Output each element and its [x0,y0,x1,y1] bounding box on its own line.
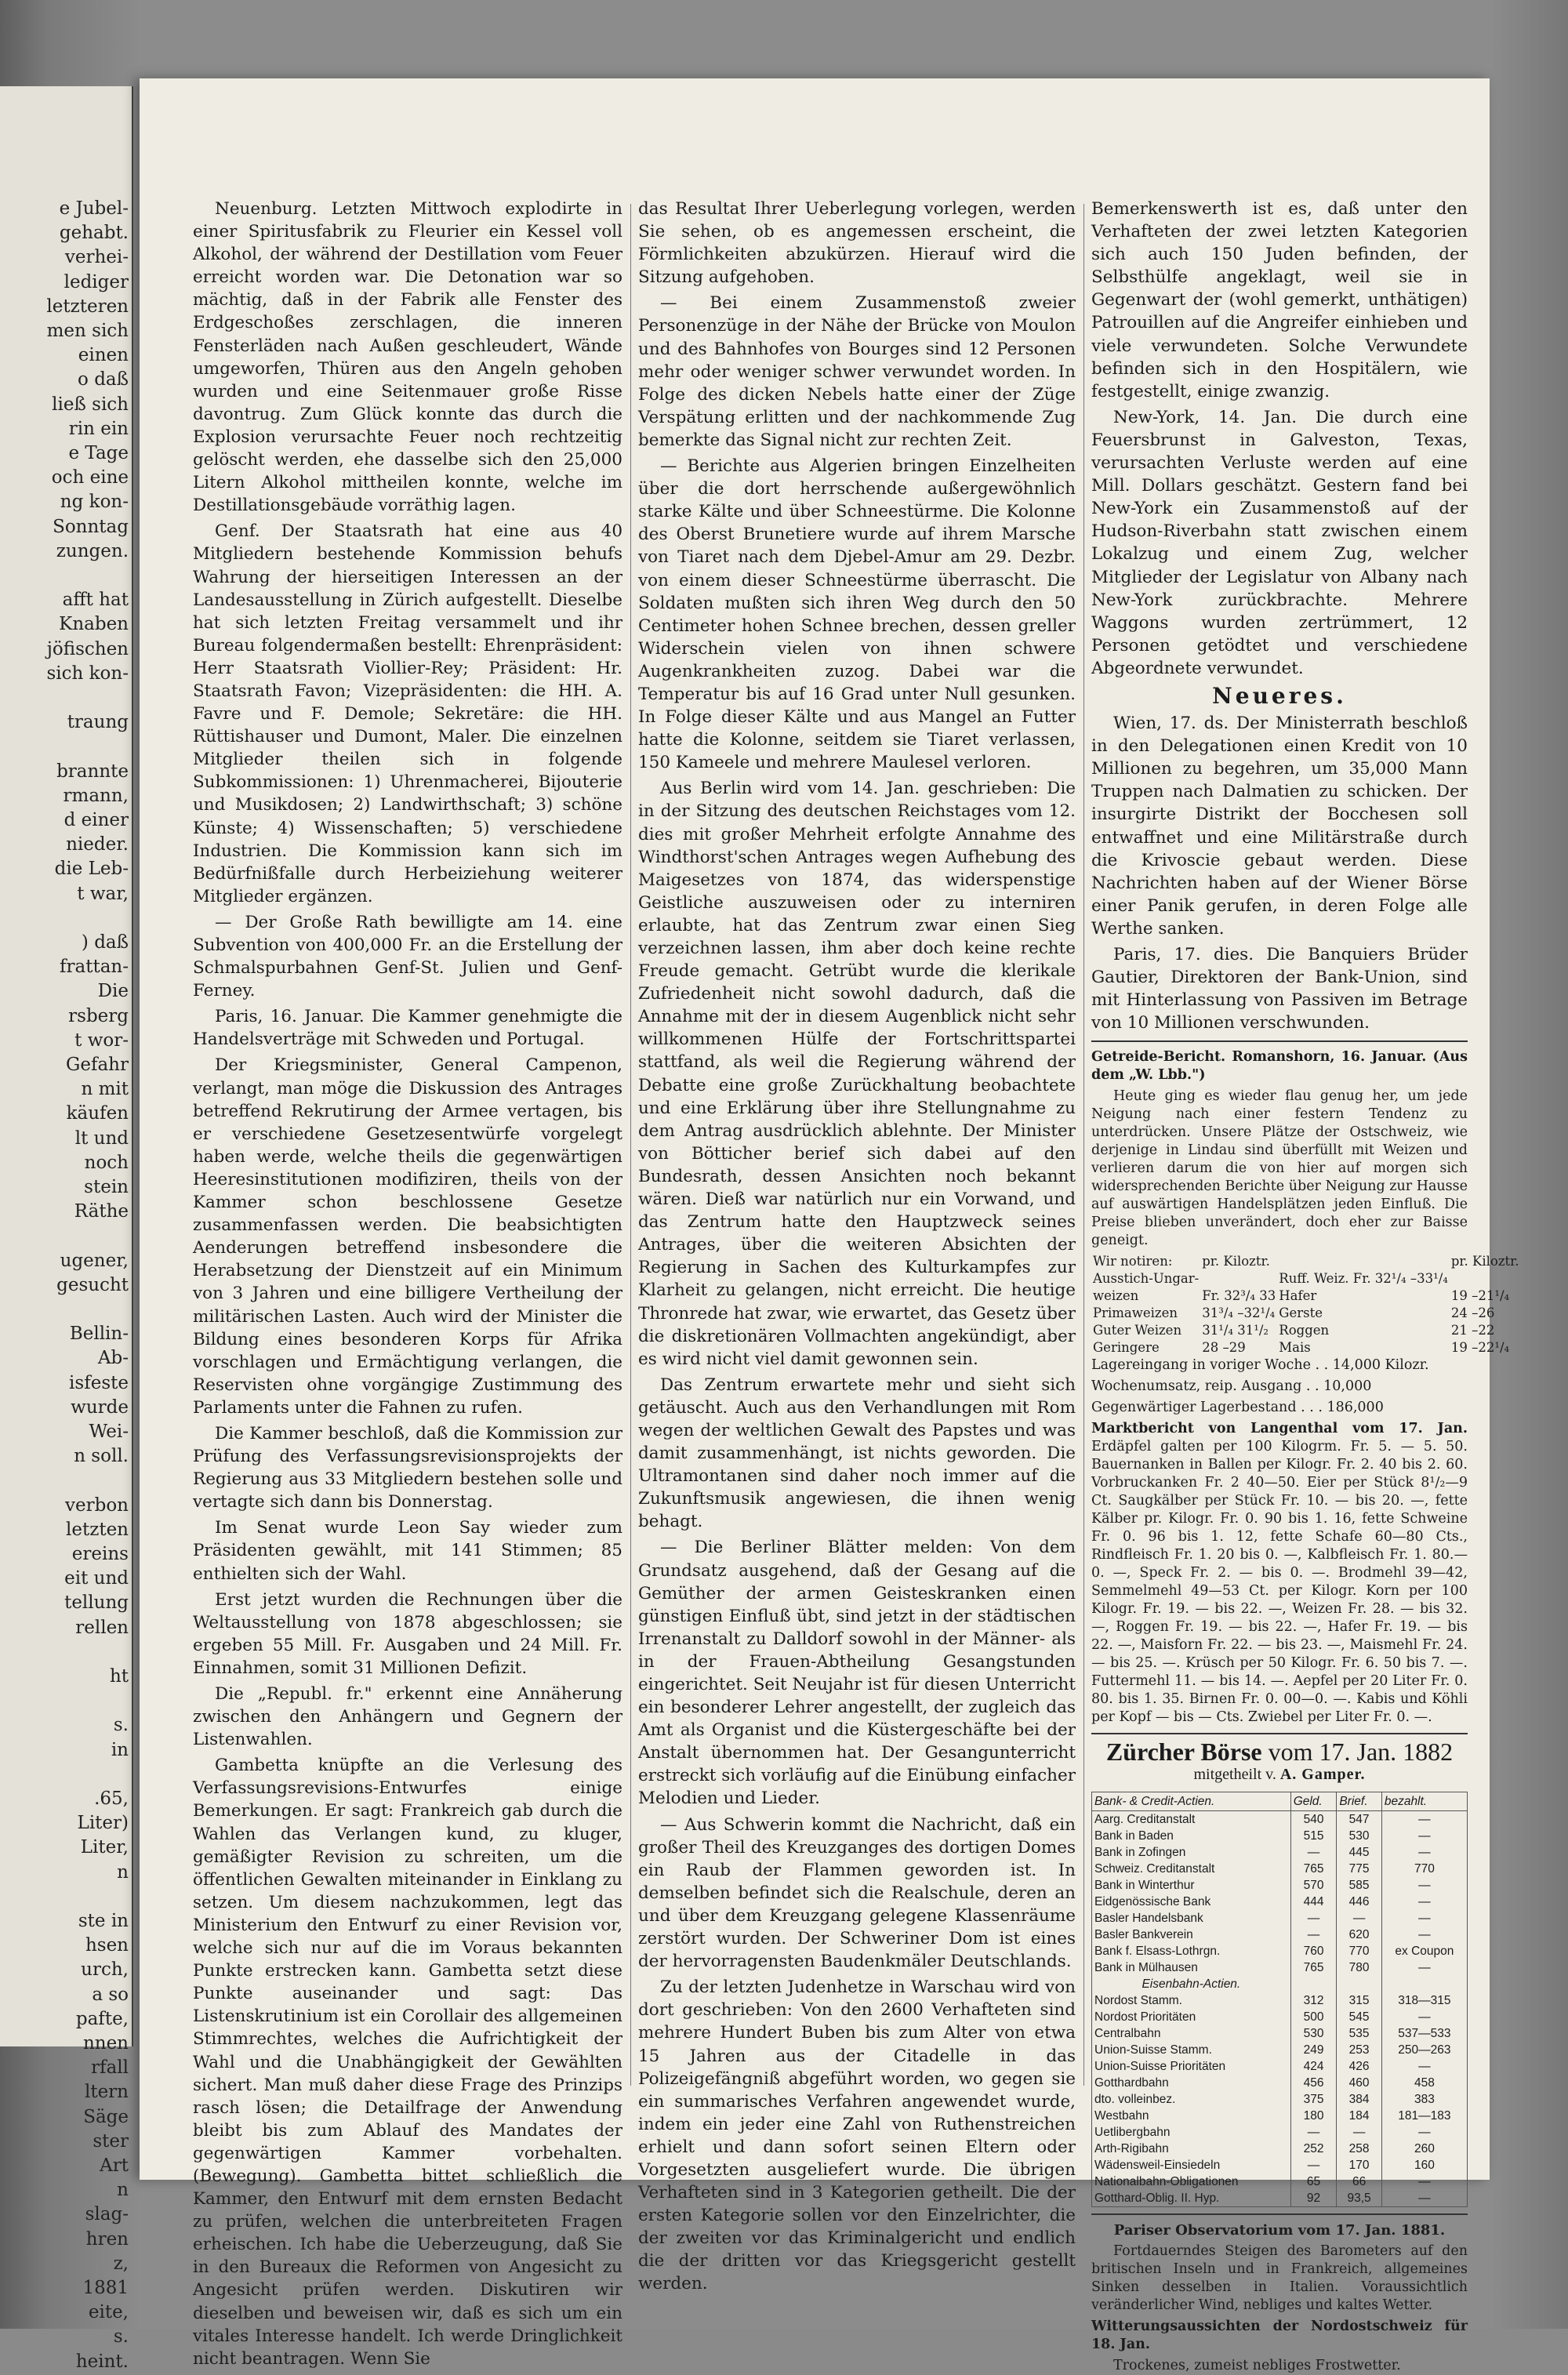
left-page-fragment-line: letzten [66,1519,129,1540]
left-page-fragment-line: lt und [74,1128,129,1149]
left-page-fragment-line: t war, [77,883,129,904]
left-page-fragment-line: Bellin- [69,1324,129,1345]
article-senat: Im Senat wurde Leon Say wieder zum Präsidenten gewählt, mit 141 Stimmen; 85 enthielten sich der Wahl. [193,1518,622,1584]
table-row: Union-Suisse Prioritäten 424 426 — [1092,2058,1468,2075]
left-page-fragment-line: ) daß [81,932,129,953]
article-gambetta-cont: das Resultat Ihrer Ueberlegung vorlegen, werden Sie sehen, ob es angemessen erscheint, die Förmlichkeiten abzukürzen. Hierauf wird die Sitzung aufgehoben. [638,199,1076,288]
left-page-fragment-line: Liter, [80,1837,129,1858]
column-rule [630,204,631,2086]
article-zusammenstoss: — Bei einem Zusammenstoß zweier Personenzüge in der Nähe der Brücke von Moulon und des Bahnhofes von Bourges sind 12 Personen mehr oder weniger schwer verwundet worden. In Folge des dicken Nebels hatte einer der Züge Verspätung erlitten und der nachkommende Zug bemerkte das Signal nicht zur rechten Zeit. [638,293,1076,450]
marktbericht-heading: Marktbericht von Langenthal vom 17. Jan. [1091,1421,1468,1437]
left-page-fragment-line: rmann, [63,785,129,806]
left-page-fragment-line: die Leb- [54,859,129,880]
article-neuenburg: Neuenburg. Letzten Mittwoch explodirte in einer Spiritusfabrik zu Fleurier ein Kessel voll Alkohol, der während der Destillation vom Feuer erreicht worden war. Die Detonation war so mächtig, daß in der Fabrik alle Fenster des Erdgeschoßes zerschlagen, die inneren Fensterläden nach Außen geschleudert, Wände umgeworfen, Thüren aus den Angeln gehoben wurden und eine Seitenmauer große Risse davontrug. Zum Glück konnte das durch die Explosion verursachte Feuer noch rechtzeitig gelöscht werden, ehe dasselbe sich den 25,000 Litern Alkohol mittheilen konnte, welche im Destillationsgebäude vorräthig lagen. [193,199,622,516]
table-row: Bank f. Elsass-Lothrgn. 760 770 ex Coupon [1092,1943,1468,1959]
article-warschau-cont: Bemerkenswerth ist es, daß unter den Verhafteten der zwei letzten Kategorien sich auch 150 Juden befinden, der Selbsthülfe angeklagt, weil sie in Gegenwart der (wohl gemerkt, unthätigen) Patrouillen auf die Angreifer einhieben und viele verwundeten. Solche Verwundete befinden sich in den Hospitälern, wie festgestellt, einige zwanzig. [1091,199,1468,401]
left-page-fragment-line: Wei- [89,1422,129,1442]
left-page-fragment-line: d einer [64,810,129,830]
left-page-fragment-line: och eine [51,467,129,488]
grain-row: Geringere 28 –29 Mais 19 –22¹/₄ [1093,1340,1510,1356]
left-page-fragment-line: afft hat [62,590,129,611]
left-page-fragment-line: rfall [91,2057,129,2079]
table-row: Aarg. Creditanstalt 540 547 — [1092,1810,1468,1828]
grain-footer-line: Wochenumsatz, reip. Ausgang . . 10,000 [1091,1378,1372,1395]
left-page-fragment-line: ereins [71,1544,129,1564]
left-page-fragment-line: o daß [78,369,129,390]
getreide-bericht-text: Heute ging es wieder flau genug her, um jede Neigung nach einer festern Tendenz zu unterdrücken. Unsere Plätze der Ostschweiz, wie derjenige in Lindau sind überfüllt mit Weizen und verlieren darum die von hier auf morgen sich widersprechenden Berichte über Neigung zur Hausse auf auswärtigen Handelsplätzen jeden Einfluß. Die Preise blieben unverändert, doch eher zur Baisse geneigt. [1091,1088,1468,1249]
left-page-fragment-line: tellung [64,1592,129,1614]
left-page-fragment-line: rin ein [68,418,129,439]
table-row: Bank in Winterthur 570 585 — [1092,1877,1468,1894]
left-page-fragment-line: sich kon- [46,663,129,684]
left-page-fragment-line: wurde [71,1396,129,1418]
getreide-bericht-heading: Getreide-Bericht. Romanshorn, 16. Januar. (Aus dem „W. Lbb.") [1091,1049,1468,1084]
table-row: Bank in Mülhausen 765 780 — [1092,1959,1468,1976]
table-row: Schweiz. Creditanstalt 765 775 770 [1092,1861,1468,1877]
table-row: Basler Bankverein — 620 — [1092,1927,1468,1943]
grain-header-row: Wir notiren: pr. Kiloztr. pr. Kiloztr. [1093,1254,1519,1269]
left-page-fragment-line: urch, [81,1959,129,1981]
table-row: Wädensweil-Einsiedeln — 170 160 [1092,2157,1468,2173]
left-page-fragment-line: slag- [85,2204,129,2225]
left-page-fragment-line: n [117,1861,129,1883]
article-kammer-kommission: Die Kammer beschloß, daß die Kommission zur Prüfung des Verfassungsrevisionsprojekts der Regierung aus 33 Mitgliedern bestehen solle und vertagte sich dann bis Donnerstag. [193,1423,622,1513]
left-page-fragment-line: eite, [88,2302,129,2323]
column-3 [1091,198,1519,2373]
left-page-fragment-line: ugener, [60,1250,129,1271]
witterung-text: Trockenes, zumeist nebliges Frostwetter. [1113,2357,1401,2373]
left-page-fragment-line: frattan- [59,957,129,978]
left-page-fragment-line: s. [113,2326,129,2348]
article-wien: Wien, 17. ds. Der Ministerrath beschloß in den Delegationen einen Kredit von 10 Millionen zu begehren, um 35,000 Mann Truppen nach Dalmatien zu schicken. Der insurgirte Distrikt der Bocchesen soll entwaffnet und eine Militärstraße durch die Krivoscie gebaut werden. Diese Nachrichten haben auf der Wiener Börse einer Panik gerufen, in deren Folge alle Werthe sanken. [1091,714,1468,939]
left-page-fragment-line: .65, [94,1789,129,1809]
left-page-fragment-line: ste in [78,1911,129,1931]
article-weltausstellung: Erst jetzt wurden die Rechnungen über die Weltausstellung von 1878 abgeschlossen; sie ergeben 55 Mill. Fr. Ausgaben und 24 Mill. Fr. Einnahmen, somit 31 Millionen Defizit. [193,1589,622,1678]
boerse-subtitle: mitgetheilt v. A. Gamper. [1193,1766,1366,1784]
left-page-fragment-line: rellen [75,1617,129,1638]
left-page-fragment-line: verhei- [64,247,129,268]
left-page-fragment-line: traung [67,712,129,733]
left-page-fragment-line: rsberg [68,1005,129,1026]
grain-footer-line: Lagereingang in voriger Woche . . 14,000 Kilozr. [1091,1357,1429,1374]
marktbericht [1091,1420,1468,1727]
table-row: Centralbahn 530 535 537—533 [1092,2025,1468,2042]
left-page-fragment-line: Ab- [97,1348,129,1369]
table-row: Nordost Prioritäten 500 545 — [1092,2009,1468,2025]
table-row: Nationalbahn-Obligationen 65 66 — [1092,2173,1468,2190]
table-row: Arth-Rigibahn 252 258 260 [1092,2141,1468,2157]
marktbericht-text: Erdäpfel galten per 100 Kilogrm. Fr. 5. — 5. 50. Bauernanken in Ballen per Kilogr. Fr. 2. 40 bis 2. 60. Vorbruckanken Fr. 2 40—50. Eier per Stück 8¹/₂—9 Ct. Saugkälber per Stück Fr. 10. — bis 20. —, fette Kälber pr. Kilogr. Fr. 0. 90 bis 1. 16, fette Schweine Fr. 0. 96 bis 1. 12, fette Schafe 60—80 Cts., Rindfleisch Fr. 1. 20 bis 0. —, Kalbfleisch Fr. 1. 80.—0. —, Speck Fr. 2. — bis 0. —. Brodmehl 39—42, Semmelmehl 49—53 Ct. per Kilogr. Korn per 100 Kilogr. Fr. 19. — bis 22. —, Weizen Fr. 28. — bis 32. —, Roggen Fr. 19. — bis 22. —, Hafer Fr. 19. — bis 22. —, Maisforn Fr. 22. — bis 23. —, Maismehl Fr. 24. — bis 25. —. Krüsch per 50 Kilogr. Fr. 6. 50 bis 7. —. Futtermehl 11. — bis 14. —. Aepfel per 20 Liter Fr. 0. 80. bis 1. 35. Birnen Fr. 0. 00—0. —. Kabis und Köhli per Kopf — bis — Cts. Zwiebel per Liter Fr. 0. —. [1091,1439,1468,1726]
left-page-fragment-line: Gefahr [65,1055,129,1075]
left-page-fragment-line: ht [109,1666,129,1687]
left-page-fragment-line: Knaben [59,614,129,635]
left-page-fragment-line: e Jubel- [59,198,129,219]
left-page-fragment-line: käufen [66,1103,129,1124]
left-page-fragment-line: nieder. [66,834,129,855]
stock-table-header: Bank- & Credit-Actien. Geld. Brief. bezahlt. [1092,1792,1468,1810]
column-rule [1083,204,1084,2086]
left-page-fragment-line: Sonntag [53,516,129,537]
left-page-fragment-line: men sich [46,321,129,341]
article-genf: Genf. Der Staatsrath hat eine aus 40 Mitgliedern bestehende Kommission behufs Wahrung der hierseitigen Interessen an der Landesausstellung in Zürich aufgestellt. Dieselbe hat sich letzten Freitag versammelt und ihr Bureau folgendermaßen bestellt: Ehrenpräsident: Herr Staatsrath Viollier-Rey; Präsident: Hr. Staatsrath Favon; Vizepräsidenten: die HH. A. Favre und F. Demole; Sekretäre: die HH. Rüttishauser und Dumont, Maler. Die einzelnen Mitglieder theilen sich in folgende Subkommissionen: 1) Uhrenmacherei, Bijouterie und Musikdosen; 2) Landwirthschaft; 3) schöne Künste; 4) Wissenschaften; 5) verschiedene Industrien. Die Kommission kann sich im Bedürfnißfalle durch Herbeiziehung weiterer Mitglieder ergänzen. [193,521,622,906]
article-zentrum: Das Zentrum erwartete mehr und sieht sich getäuscht. Auch aus den Verhandlungen mit Rom wegen der weltlichen Gewalt des Papstes und was damit zusammenhängt, ist nichts geworden. Die Ultramontanen sind daher noch immer auf die Zukunftsmusik angewiesen, die ihnen wenig behagt. [638,1375,1076,1532]
left-page-fragment-line: heint. [75,2351,129,2372]
left-page-fragment-line: gehabt. [59,223,129,244]
table-row: Bank in Zofingen — 445 — [1092,1844,1468,1861]
left-page-fragment-line: gesucht [56,1274,129,1295]
left-page-fragment-line: zungen. [56,540,129,561]
table-row: Uetlibergbahn — — — [1092,2124,1468,2141]
left-page-fragment-line: hsen [85,1935,129,1956]
divider [1091,1733,1468,1734]
article-kriegsminister: Der Kriegsminister, General Campenon, verlangt, man möge die Diskussion des Antrages betreffend Rekrutirung der Armee vertagen, bis er verschiedene Gesetzesentwürfe vorgelegt haben werde, welche theils die gegenwärtigen Heeresinstitutionen modifiziren, theils von der Kammer schon beschlossene Gesetze zusammenfassen werden. Die beabsichtigten Aenderungen betreffend insbesondere die Herabsetzung der Dienstzeit auf ein Minimum von 3 Jahren und eine billigere Vertheilung der militärischen Lasten. Auch wird der Minister die Bildung eines besonderen Korps für Afrika vorschlagen und Ermächtigung verlangen, die Reservisten ohne vorgängige Zustimmung des Parlaments unter die Fahnen zu rufen. [193,1055,622,1418]
left-page-fragment-line: Die [97,981,129,1002]
left-page-fragment-line: nnen [82,2033,129,2054]
table-row: Gotthard-Oblig. II. Hyp. 92 93,5 — [1092,2190,1468,2207]
left-page-fragment-line: Liter) [77,1813,129,1834]
left-page-fragment-line: n [117,2180,129,2201]
table-row: dto. volleinbez. 375 384 383 [1092,2091,1468,2108]
left-page-fragment-line: noch [84,1152,129,1173]
left-page-fragment-line: n soll. [74,1446,129,1467]
left-page-fragment-line: hren [85,2228,129,2250]
column-2 [638,198,1076,2294]
left-page-fragment-line: lediger [64,271,129,292]
left-page-fragment-line: e Tage [68,443,129,463]
article-paris-kammer: Paris, 16. Januar. Die Kammer genehmigte die Handelsverträge mit Schweden und Portugal. [193,1007,622,1050]
left-page-fragment-line: eit und [64,1568,129,1589]
left-page-fragment-line: ster [93,2130,129,2152]
left-page-fragment-line: stein [84,1177,129,1197]
grain-price-table [1091,1253,1520,1356]
observatorium-heading: Pariser Observatorium vom 17. Jan. 1881. [1113,2221,1446,2239]
table-row: Basler Handelsbank — — — [1092,1910,1468,1927]
left-page-fragment-line: jöfischen [46,638,129,659]
article-genf-subvention: — Der Große Rath bewilligte am 14. eine Subvention von 400,000 Fr. an die Erstellung der Schmalspurbahnen Genf-St. Julien und Genf-Ferney. [193,912,622,1001]
left-page-fragment-line: a so [92,1984,129,2005]
grain-row: Ausstich-Ungar- Ruff. Weiz. Fr. 32¹/₄ –33¹/₄ [1093,1271,1448,1287]
newspaper-page [140,78,1519,2373]
table-row: Union-Suisse Stamm. 249 253 250—263 [1092,2042,1468,2058]
left-page-fragment-line: t wor- [74,1030,129,1051]
divider [1091,2213,1468,2215]
left-page-fragment-line: ltern [84,2082,129,2103]
divider [1091,1040,1468,1042]
stock-table [1091,1792,1468,2207]
left-page-fragment-line: s. [113,1715,129,1736]
grain-row: weizen Fr. 32³/₄ 33 Hafer 19 –21¹/₄ [1093,1288,1510,1304]
left-page-fragment-line: brannte [56,761,129,782]
witterung-heading: Witterungsaussichten der Nordostschweiz für 18. Jan. [1091,2318,1468,2352]
article-paris-banquiers: Paris, 17. dies. Die Banquiers Brüder Gautier, Direktoren der Bank-Union, sind mit Hinterlassung von Passiven im Betrage von 10 Millionen verschwunden. [1091,945,1468,1033]
left-page-fragment-line: Räthe [74,1201,129,1222]
article-berlin: Aus Berlin wird vom 14. Jan. geschrieben: Die in der Sitzung des deutschen Reichstages vom 12. dies mit großer Mehrheit erfolgte Annahme des Windthorst'schen Antrages wegen Aufhebung des Maigesetzes von 1874, das widerspenstige Geistliche auszuweisen oder zu interniren erlaubte, hat das Zentrum zwar einen Sieg verzeichnen lassen, ihm aber doch keine rechte Freude gemacht. Getrübt wurde die klerikale Zufriedenheit nicht sowohl dadurch, daß die Annahme mit der in diesem Augenblick nicht sehr willkommenen Hülfe der Fortschrittspartei stattfand, als weil die Regierung während der Debatte eine große Zurückhaltung beobachtete und eine Erklärung über ihre Stellungnahme zu dem Antrag ausdrücklich ablehnte. Der Minister von Bötticher berief sich dabei auf den Bundesrath, dessen Ansichten noch bekannt wären. Dieß war natürlich nur ein Vorwand, und das Zentrum hatte den Hauptzweck seines Antrages, über die weiteren Absichten der Regierung in Sachen des Kulturkampfes zur Klarheit zu gelangen, nicht erreicht. Die heutige Thronrede hat zwar, wie erwartet, das Gesetz über die diskretionären Vollmachten angekündigt, aber es wird nicht viel damit gewonnen sein. [638,779,1076,1369]
article-schwerin: — Aus Schwerin kommt die Nachricht, daß ein großer Theil des Kreuzganges des dortigen Domes ein Raub der Flammen geworden ist. In demselben befindet sich die Realschule, deren an und über dem Kreuzgang gelegene Klassenräume zerstört wurden. Der Schweriner Dom ist eines der hervorragensten Baudenkmäler Deutschlands. [638,1814,1076,1972]
grain-footer-line: Gegenwärtiger Lagerbestand . . . 186,000 [1091,1400,1384,1416]
left-page-fragment-line: n mit [81,1079,129,1100]
article-algerien: — Berichte aus Algerien bringen Einzelheiten über die dort herrschende außergewöhnlich starke Kälte und über Schneestürme. Die Kolonne des Oberst Brunetiere wurde auf ihrem Marsche von Tiaret nach dem Djebel-Amur am 29. Dezbr. von einem dieser Schneestürme überrascht. Die Soldaten mußten sich ihren Weg durch den 50 Centimeter hohen Schnee brechen, dessen greller Widerschein vielen von ihnen schwere Augenkrankheiten zuzog. Dabei war die Temperatur bis auf 16 Grad unter Null gesunken. In Folge dieser Kälte und aus Mangel an Futter hatte die Kolonne, seitdem sie Tiaret verlassen, 150 Kameele und mehrere Maulesel verloren. [638,456,1076,773]
boerse-title: Zürcher Börse vom 17. Jan. 1882 [1105,1738,1454,1767]
table-row: Gotthardbahn 456 460 458 [1092,2075,1468,2091]
table-row: Bank in Baden 515 530 — [1092,1828,1468,1844]
grain-row: Guter Weizen 31¹/₄ 31¹/₂ Roggen 21 –22 [1093,1323,1495,1338]
article-warschau: Zu der letzten Judenhetze in Warschau wird von dort geschrieben: Von den 2600 Verhafteten sind mehrere Hundert Buben bis zum Alter von etwa 15 Jahren aus der Citadelle in das Polizeigefängniß abgeführt worden, wo gegen sie ein summarisches Verfahren angewendet wurde, indem ein jeder eine Zahl von Ruthenstreichen erhielt und dann sofort seinen Eltern oder Vorgesetzten ausgeliefert wurde. Die übrigen Verhafteten sind in 3 Kategorien getheilt. Die der ersten Kategorie sollen vor den Einzelrichter, die der zweiten vor das Kriminalgericht und endlich die der dritten vor das Kriegsgericht gestellt werden. [638,1977,1076,2294]
left-page-fragment-line: isfeste [69,1372,129,1393]
left-page-fragment-line: verbon [65,1494,129,1516]
left-page-fragment-line: 1881 [82,2278,129,2298]
left-page-fragment-line: ließ sich [52,394,129,415]
left-page-fragment-line: pafte, [75,2008,129,2029]
table-row: Eidgenössische Bank 444 446 — [1092,1894,1468,1910]
column-1 [193,198,622,2369]
left-page-fragment-line: Art [100,2155,129,2176]
left-page-fragment-line: einen [78,345,129,366]
article-berliner-blaetter: — Die Berliner Blätter melden: Von dem Grundsatz ausgehend, daß der Gesang auf die Gemüther der armen Geisteskranken einen günstigen Einfluß übt, sind jetzt in der städtischen Irrenanstalt zu Dalldorf sowohl in der Männer- als in der Frauen-Abtheilung Gesangstunden eingerichtet. Seit Neujahr ist für diesen Unterricht ein besonderer Lehrer angestellt, der zugleich das Amt als Organist und die Küstergeschäfte bei der Anstalt übernommen hat. Der Gesangunterricht erstreckt sich vorläufig auf die Einübung einfacher Melodien und Lieder. [638,1538,1076,1809]
observatorium-text: Fortdauerndes Steigen des Barometers auf den britischen Inseln und in Frankreich, allgemeines Sinken desselben in Italien. Voraussichtlich veränderlicher Wind, nebliges und kaltes Wetter. [1091,2242,1468,2313]
article-republ-fr: Die „Republ. fr." erkennt eine Annäherung zwischen den Anhängern und Gegnern der Listenwahlen. [193,1684,622,1750]
left-page-fragment-line: letzteren [46,296,129,317]
section-heading-neueres: Neueres. [1212,682,1347,709]
article-new-york: New-York, 14. Jan. Die durch eine Feuersbrunst in Galveston, Texas, verursachten Verluste werden auf eine Mill. Dollars geschätzt. Gestern fand bei New-York ein Zusammenstoß auf der Hudson-Riverbahn statt zwischen einem Lokalzug und einem Zug, welcher Mitglieder der Legislatur von Albany nach New-York zurückbrachte. Mehrere Waggons wurden zertrümmert, 12 Personen getödtet und verschiedene Abgeordnete verwundet. [1091,407,1468,678]
left-page-fragment-line: Säge [83,2106,129,2127]
table-section-heading: Eisenbahn-Actien. [1092,1976,1468,1992]
article-gambetta: Gambetta knüpfte an die Verlesung des Verfassungsrevisions-Entwurfes einige Bemerkungen. Er sagt: Frankreich gab durch die Wahlen das Verlangen kund, zu kluger, gemäßigter Revision zu schreiten, um die öffentlichen Gewalten miteinander in Einklang zu setzen. Um diesem nachzukommen, legt das Ministerium den Entwurf zu einer Revision vor, welche sich nur auf die im Voraus bekannten Punkte erstrecken kann. Gambetta setzt diese Punkte auseinander und sagt: Das Listenskrutinium ist ein Corollair des allgemeinen Stimmrechtes, welches die Aufrichtigkeit der Wahl und die Unabhängigkeit der Gewählten sichert. Man muß daher diese Frage des Prinzips rasch lösen; die Detailfrage der Anwendung bleibt bis zum Ablauf des Mandates der gegenwärtigen Kammer vorbehalten. (Bewegung). Gambetta bittet schließlich die Kammer, den Entwurf mit dem ernsten Bedacht zu prüfen, welchen die unterbreiteten Fragen erheischen. Ich habe die Ueberzeugung, daß Sie in den Bureaux die Reformen von Angesicht zu Angesicht prüfen werden. Diskutiren wir dieselben und beweisen wir, daß es sich um ein vitales Interesse handelt. Ich werde Dringlichkeit nicht beantragen. Wenn Sie [193,1756,622,2369]
left-page-fragment-line: ng kon- [60,492,129,513]
left-page-fragment-line: in [111,1739,129,1760]
left-page-fragment [0,86,133,2372]
left-page-fragment-line: z, [113,2253,129,2274]
grain-row: Primaweizen 31³/₄ –32¹/₄ Gerste 24 –26 [1093,1306,1495,1321]
table-row: Nordost Stamm. 312 315 318—315 [1092,1992,1468,2009]
table-row: Westbahn 180 184 181—183 [1092,2108,1468,2124]
